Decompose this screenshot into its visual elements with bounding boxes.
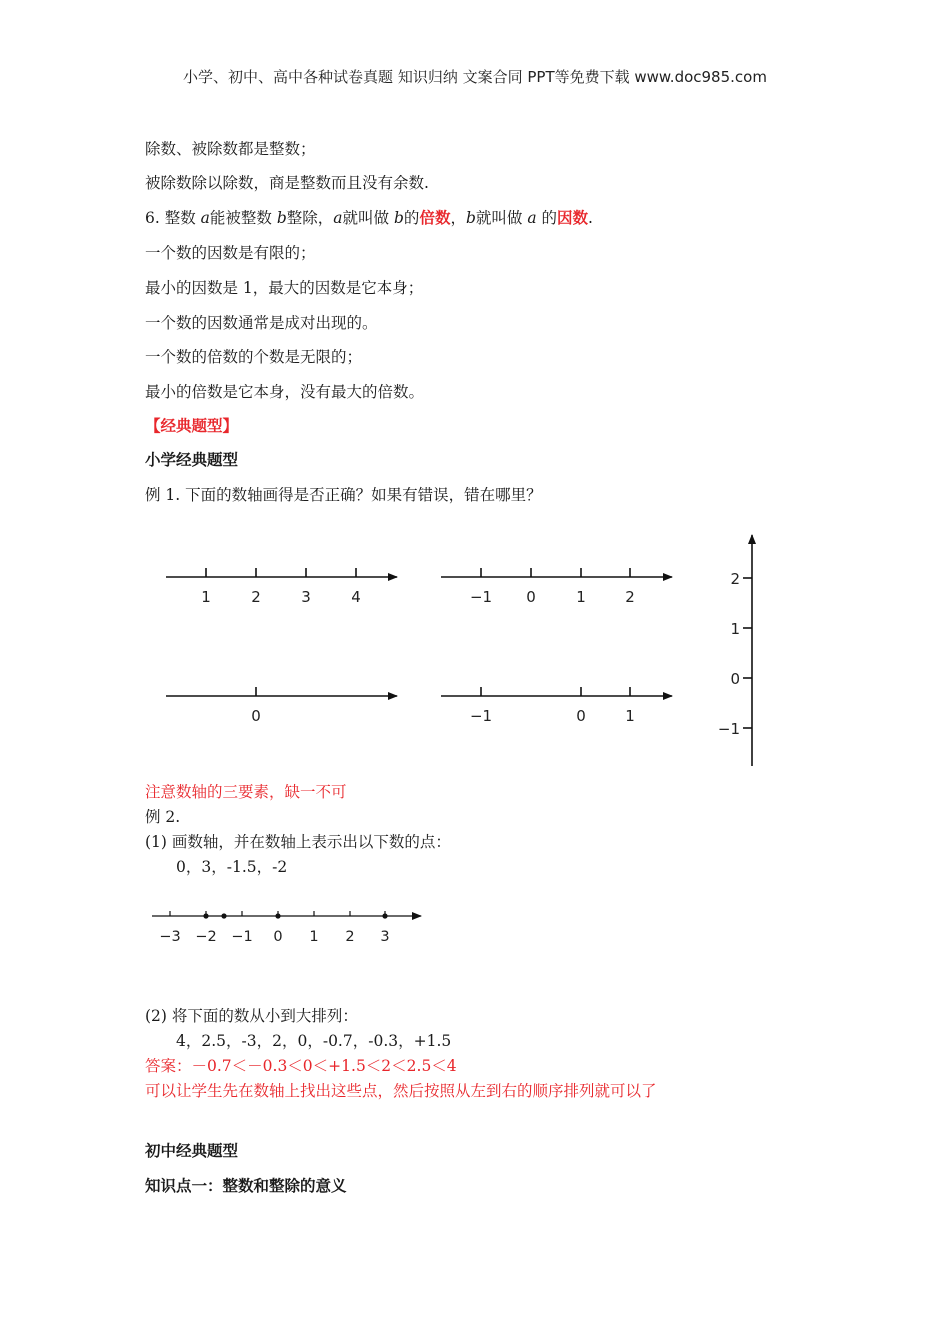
note-text: 注意数轴的三要素，缺一不可	[145, 783, 347, 801]
section-heading: 【经典题型】	[145, 416, 239, 435]
tick-label: 1	[730, 620, 740, 638]
text-line: 一个数的因数是有限的；	[145, 244, 316, 262]
number-line-5-vertical	[743, 535, 752, 766]
number-line-2	[441, 568, 672, 577]
tick-label: 3	[380, 929, 390, 945]
tick-label: 2	[345, 929, 355, 945]
tick-label: 0	[251, 707, 261, 725]
tick-label: 0	[273, 929, 283, 945]
point-marker	[275, 913, 280, 918]
text-line: 一个数的因数通常是成对出现的。	[145, 314, 378, 332]
tick-label: 0	[730, 670, 740, 688]
tick-label: 0	[576, 707, 586, 725]
number-line-6	[152, 911, 421, 916]
example-2-q1: (1) 画数轴，并在数轴上表示出以下数的点：	[145, 833, 451, 851]
subsection-heading: 初中经典题型	[145, 1141, 239, 1160]
point-marker	[382, 913, 387, 918]
text-line: 被除数除以除数，商是整数而且没有余数.	[145, 174, 429, 192]
text-segment: .	[588, 209, 593, 227]
tick-label: −3	[159, 929, 181, 945]
subsection-heading: 小学经典题型	[145, 450, 239, 469]
variable-a: a	[333, 209, 343, 227]
example-2-title: 例 2.	[145, 808, 181, 826]
point-marker	[221, 913, 226, 918]
point-marker	[203, 913, 208, 918]
text-line: 最小的倍数是它本身，没有最大的倍数。	[145, 383, 425, 401]
page-header: 小学、初中、高中各种试卷真题 知识归纳 文案合同 PPT等免费下载 www.doc985.com	[183, 68, 767, 86]
highlight-factor: 因数	[557, 208, 589, 227]
text-segment: 的	[403, 209, 420, 227]
text-line: 一个数的倍数的个数是无限的；	[145, 348, 363, 366]
text-segment: 6. 整数	[145, 209, 201, 227]
tick-label: 1	[576, 588, 586, 606]
tick-label: −1	[469, 707, 493, 725]
text-line: 最小的因数是 1，最大的因数是它本身；	[145, 279, 424, 297]
example-2-q2-numbers: 4，2.5，-3，2，0，-0.7，-0.3，+1.5	[176, 1032, 452, 1050]
text-segment: 整除，	[286, 209, 334, 227]
variable-a: a	[527, 209, 537, 227]
text-segment: 的	[536, 209, 558, 227]
tick-label: 2	[251, 588, 261, 606]
tick-label: −1	[469, 588, 493, 606]
example-2-q1-numbers: 0，3，-1.5，-2	[176, 858, 288, 876]
text-segment: 能被整数	[209, 209, 277, 227]
tick-label: 1	[309, 929, 319, 945]
text-segment: 就叫做	[342, 209, 394, 227]
tick-label: −1	[717, 720, 740, 738]
tick-label: 1	[625, 707, 635, 725]
tick-label: −1	[231, 929, 253, 945]
tick-label: −2	[195, 929, 217, 945]
variable-a: a	[200, 209, 210, 227]
text-segment: ，	[450, 209, 466, 227]
tick-label: 2	[730, 570, 740, 588]
variable-b: b	[465, 209, 476, 227]
tip-text: 可以让学生先在数轴上找出这些点，然后按照从左到右的顺序排列就可以了	[145, 1082, 657, 1100]
number-line-3	[166, 687, 397, 696]
example-1-question: 例 1. 下面的数轴画得是否正确？如果有错误，错在哪里？	[145, 486, 542, 504]
tick-label: 3	[301, 588, 311, 606]
tick-label: 4	[351, 588, 361, 606]
tick-label: 1	[201, 588, 211, 606]
highlight-multiple: 倍数	[419, 208, 451, 227]
answer-text: 答案：－0.7＜－0.3＜0＜+1.5＜2＜2.5＜4	[145, 1057, 457, 1075]
variable-b: b	[276, 209, 287, 227]
example-2-q2: (2) 将下面的数从小到大排列：	[145, 1007, 358, 1025]
tick-label: 2	[625, 588, 635, 606]
number-line-4	[441, 687, 672, 696]
variable-b: b	[393, 209, 404, 227]
text-line: 除数、被除数都是整数；	[145, 140, 316, 158]
number-line-1	[166, 568, 397, 577]
knowledge-point-heading: 知识点一：整数和整除的意义	[145, 1176, 347, 1195]
tick-label: 0	[526, 588, 536, 606]
text-segment: 就叫做	[475, 209, 528, 227]
